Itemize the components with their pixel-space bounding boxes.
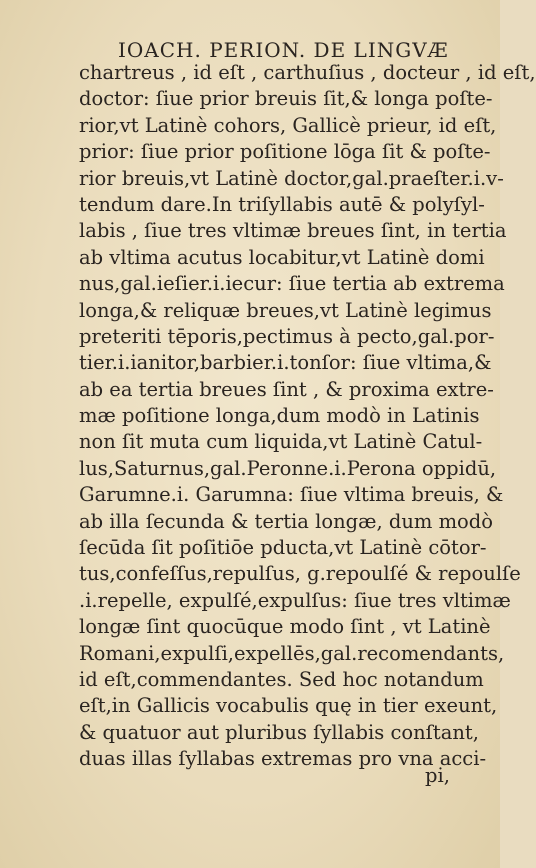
catchword: pi, [425,764,450,787]
text-line: Romani,expulſi,expellēs,gal.recomendants, [79,641,505,665]
text-line: ab vltima acutus locabitur,vt Latinè domi [79,245,485,269]
text-line: ab ea tertia breues ſint , & proxima extre- [79,377,494,401]
text-line: id eſt,commendantes. Sed hoc notandum [79,667,484,691]
text-line: chartreus , id eſt , carthuſius , docteur , id eſt, [79,61,536,84]
text-line: ab illa ſecunda & tertia longæ, dum modò [79,509,494,533]
text-line: lus,Saturnus,gal.Peronne.i.Perona oppidū, [79,456,497,480]
text-line: mæ poſitione longa,dum modò in Latinis [79,404,480,428]
text-line: preteriti tēporis,pectimus à pecto,gal.por- [79,324,495,348]
text-line: tus,confeſſus,repulſus, g.repoulſé & repoulſe [79,562,521,586]
body-text [79,60,536,773]
text-line: rior breuis,vt Latinè doctor,gal.praeſter.i.v- [79,166,504,190]
text-line: .i.repelle, expulſé,expulſus: ſiue tres vltimæ [79,588,511,612]
text-line: eſt,in Gallicis vocabulis quę in tier exeunt, [79,694,498,718]
text-line: longa,& reliquæ breues,vt Latinè legimus [79,298,492,322]
text-line: nus,gal.ieſier.i.iecur: ſiue tertia ab extrema [79,272,505,296]
text-line: & quatuor aut pluribus ſyllabis conſtant, [79,720,479,744]
text-line: tendum dare.In triſyllabis autē & polyſyl- [79,192,485,216]
text-line: prior: ſiue prior poſitione lōga ſit & poſte- [79,140,491,164]
text-line: ſecūda ſit poſitiōe pducta,vt Latinè cōtor- [79,536,487,560]
text-line: longæ ſint quocūque modo ſint , vt Latinè [79,615,491,639]
text-line: rior,vt Latinè cohors, Gallicè prieur, id eſt, [79,113,497,137]
text-line: labis , ſiue tres vltimæ breues ſint, in tertia [79,219,507,243]
text-line: Garumne.i. Garumna: ſiue vltima breuis, & [79,483,504,507]
text-line: non ſit muta cum liquida,vt Latinè Catul- [79,430,483,454]
text-line: tier.i.ianitor,barbier.i.tonſor: ſiue vltima,& [79,351,492,375]
text-line: duas illas ſyllabas extremas pro vna acci- [79,747,487,771]
running-head: IOACH. PERION. DE LINGVÆ [118,38,449,62]
text-line: doctor: ſiue prior breuis ſit,& longa poſte- [79,87,493,111]
